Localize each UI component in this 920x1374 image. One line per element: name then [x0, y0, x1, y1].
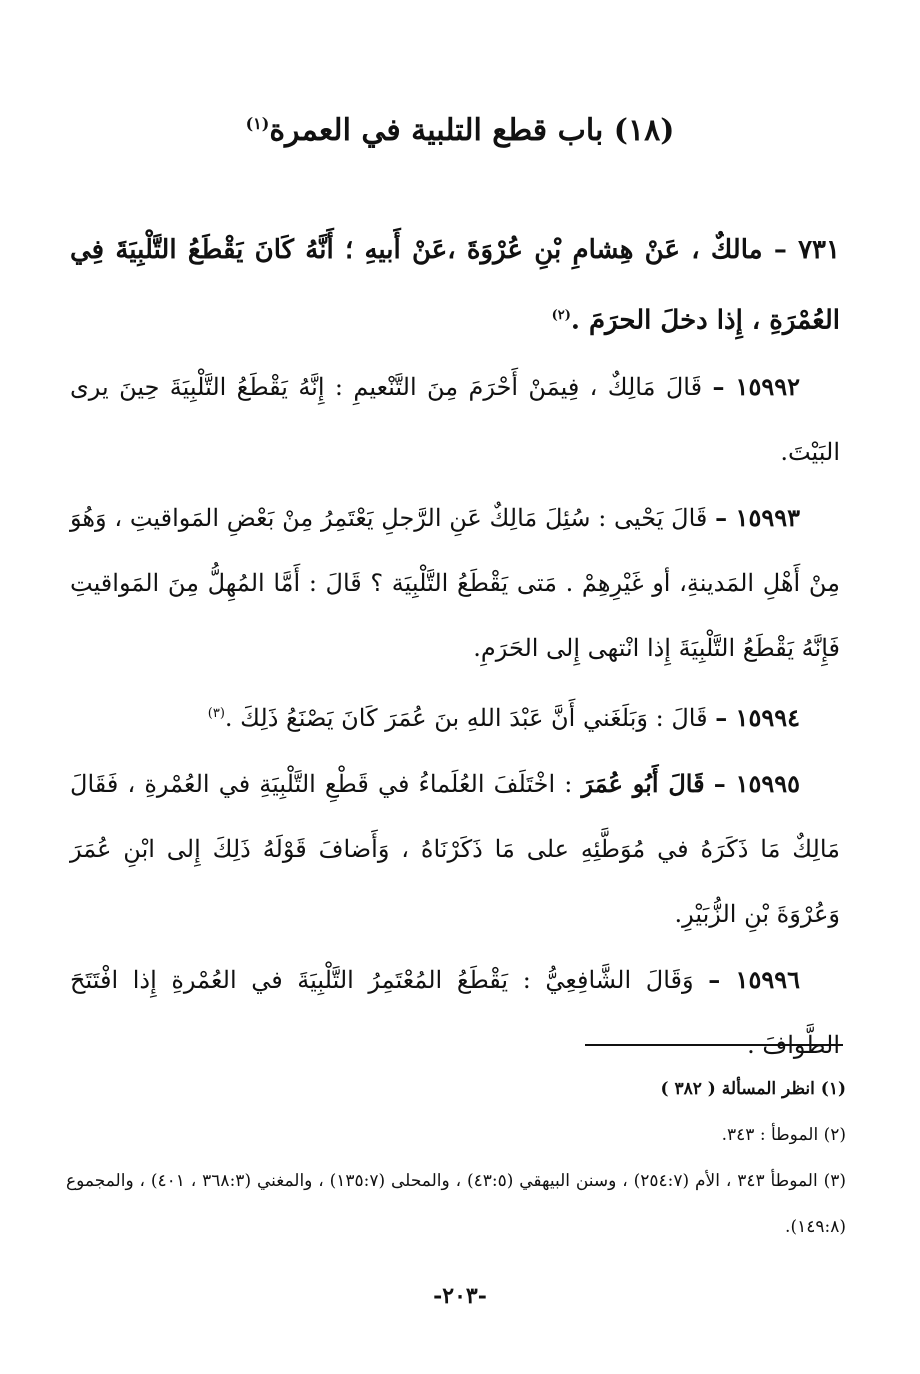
commentary-paragraph [70, 354, 840, 485]
hadith-paragraph [70, 218, 840, 354]
paragraph-text: مالكٌ ، عَنْ هِشامِ بْنِ عُرْوَةَ ،عَنْ أَبيهِ ؛ أَنَّهُ كَانَ يَقْطَعُ التَّلْبِيَةَ فِي العُمْرَةِ ، إِذا دخلَ الحرَمَ . [70, 235, 840, 336]
commentary-paragraph [70, 751, 840, 947]
footnote-item: (٣) الموطأ ٣٤٣ ، الأم (٢٥٤:٧) ، وسنن البيهقي (٤٣:٥) ، والمحلى (١٣٥:٧) ، والمغني (٣٦٨:٣ ، ٤٠١) ، والمجموع (١٤٩:٨). [66, 1171, 846, 1237]
chapter-footnote-ref: (١) [245, 114, 270, 134]
footnote-item: (١) انظر المسألة ( ٣٨٢ ) [660, 1079, 846, 1099]
paragraph-number: ١٥٩٩٥ – [713, 768, 801, 798]
commentary-paragraph [70, 681, 840, 751]
chapter-title-text: (١٨) باب قطع التلبية في العمرة [269, 113, 675, 149]
paragraph-text: قَالَ : وَبَلَغَني أَنَّ عَبْدَ اللهِ بنَ عُمَرَ كَانَ يَصْنَعُ ذَلِكَ . [224, 703, 708, 732]
paragraph-number: ١٥٩٩٤ – [715, 702, 800, 732]
paragraph-number: ٧٣١ – [773, 235, 840, 265]
page-number: -٢٠٣- [433, 1283, 487, 1309]
paragraph-number: ١٥٩٩٦ – [708, 964, 800, 994]
footnote-ref: (٢) [551, 308, 571, 323]
paragraph-number: ١٥٩٩٣ – [715, 502, 800, 532]
paragraph-text: وَقَالَ الشَّافِعِيُّ : يَقْطَعُ المُعْتَمِرُ التَّلْبِيَةَ في العُمْرةِ إِذا افْتَتَحَ الطَّوافَ . [70, 965, 840, 1059]
speaker-name: قَالَ أَبُو عُمَرَ [581, 768, 705, 798]
chapter-title [150, 102, 770, 153]
footnote-item: (٢) الموطأ : ٣٤٣. [721, 1125, 846, 1145]
paragraph-text: قَالَ يَحْيى : سُئِلَ مَالِكٌ عَنِ الرَّجلِ يَعْتَمِرُ مِنْ بَعْضِ المَواقيتِ ، وَهُوَ مِنْ أَهْلِ المَدينةِ، أو غَيْرِهِمْ . مَتى يَقْطَعُ التَّلْبِيَة ؟ قَالَ : أَمَّا المُهِلُّ مِنَ المَواقيتِ فَإِنَّهُ يَقْطَعُ التَّلْبِيَةَ إِذا انْتهى إِلى الحَرَمِ. [70, 503, 840, 662]
commentary-paragraph [70, 947, 840, 1078]
paragraph-number: ١٥٩٩٢ – [712, 371, 800, 401]
paragraph-text: : اخْتَلَفَ العُلَماءُ في قَطْعِ التَّلْبِيَةِ في العُمْرةِ ، فَقَالَ مَالِكٌ مَا ذَكَرَهُ في مُوَطَّئِهِ على مَا ذَكَرْنَاهُ ، وَأَضافَ قَوْلَهُ ذَلِكَ إِلى ابْنِ عُمَرَ وَعُرْوَةَ بْنِ الزُّبَيْرِ. [70, 769, 840, 928]
footnote-divider [585, 1044, 843, 1046]
footnotes [66, 1066, 846, 1250]
body-text [70, 218, 840, 1078]
paragraph-text: قَالَ مَالِكٌ ، فِيمَنْ أَحْرَمَ مِنَ التَّنْعيمِ : إِنَّهُ يَقْطَعُ التَّلْبِيَةَ حِينَ يرى البَيْتَ. [70, 372, 840, 466]
footnote-ref: (٣) [207, 705, 225, 721]
commentary-paragraph [70, 485, 840, 681]
